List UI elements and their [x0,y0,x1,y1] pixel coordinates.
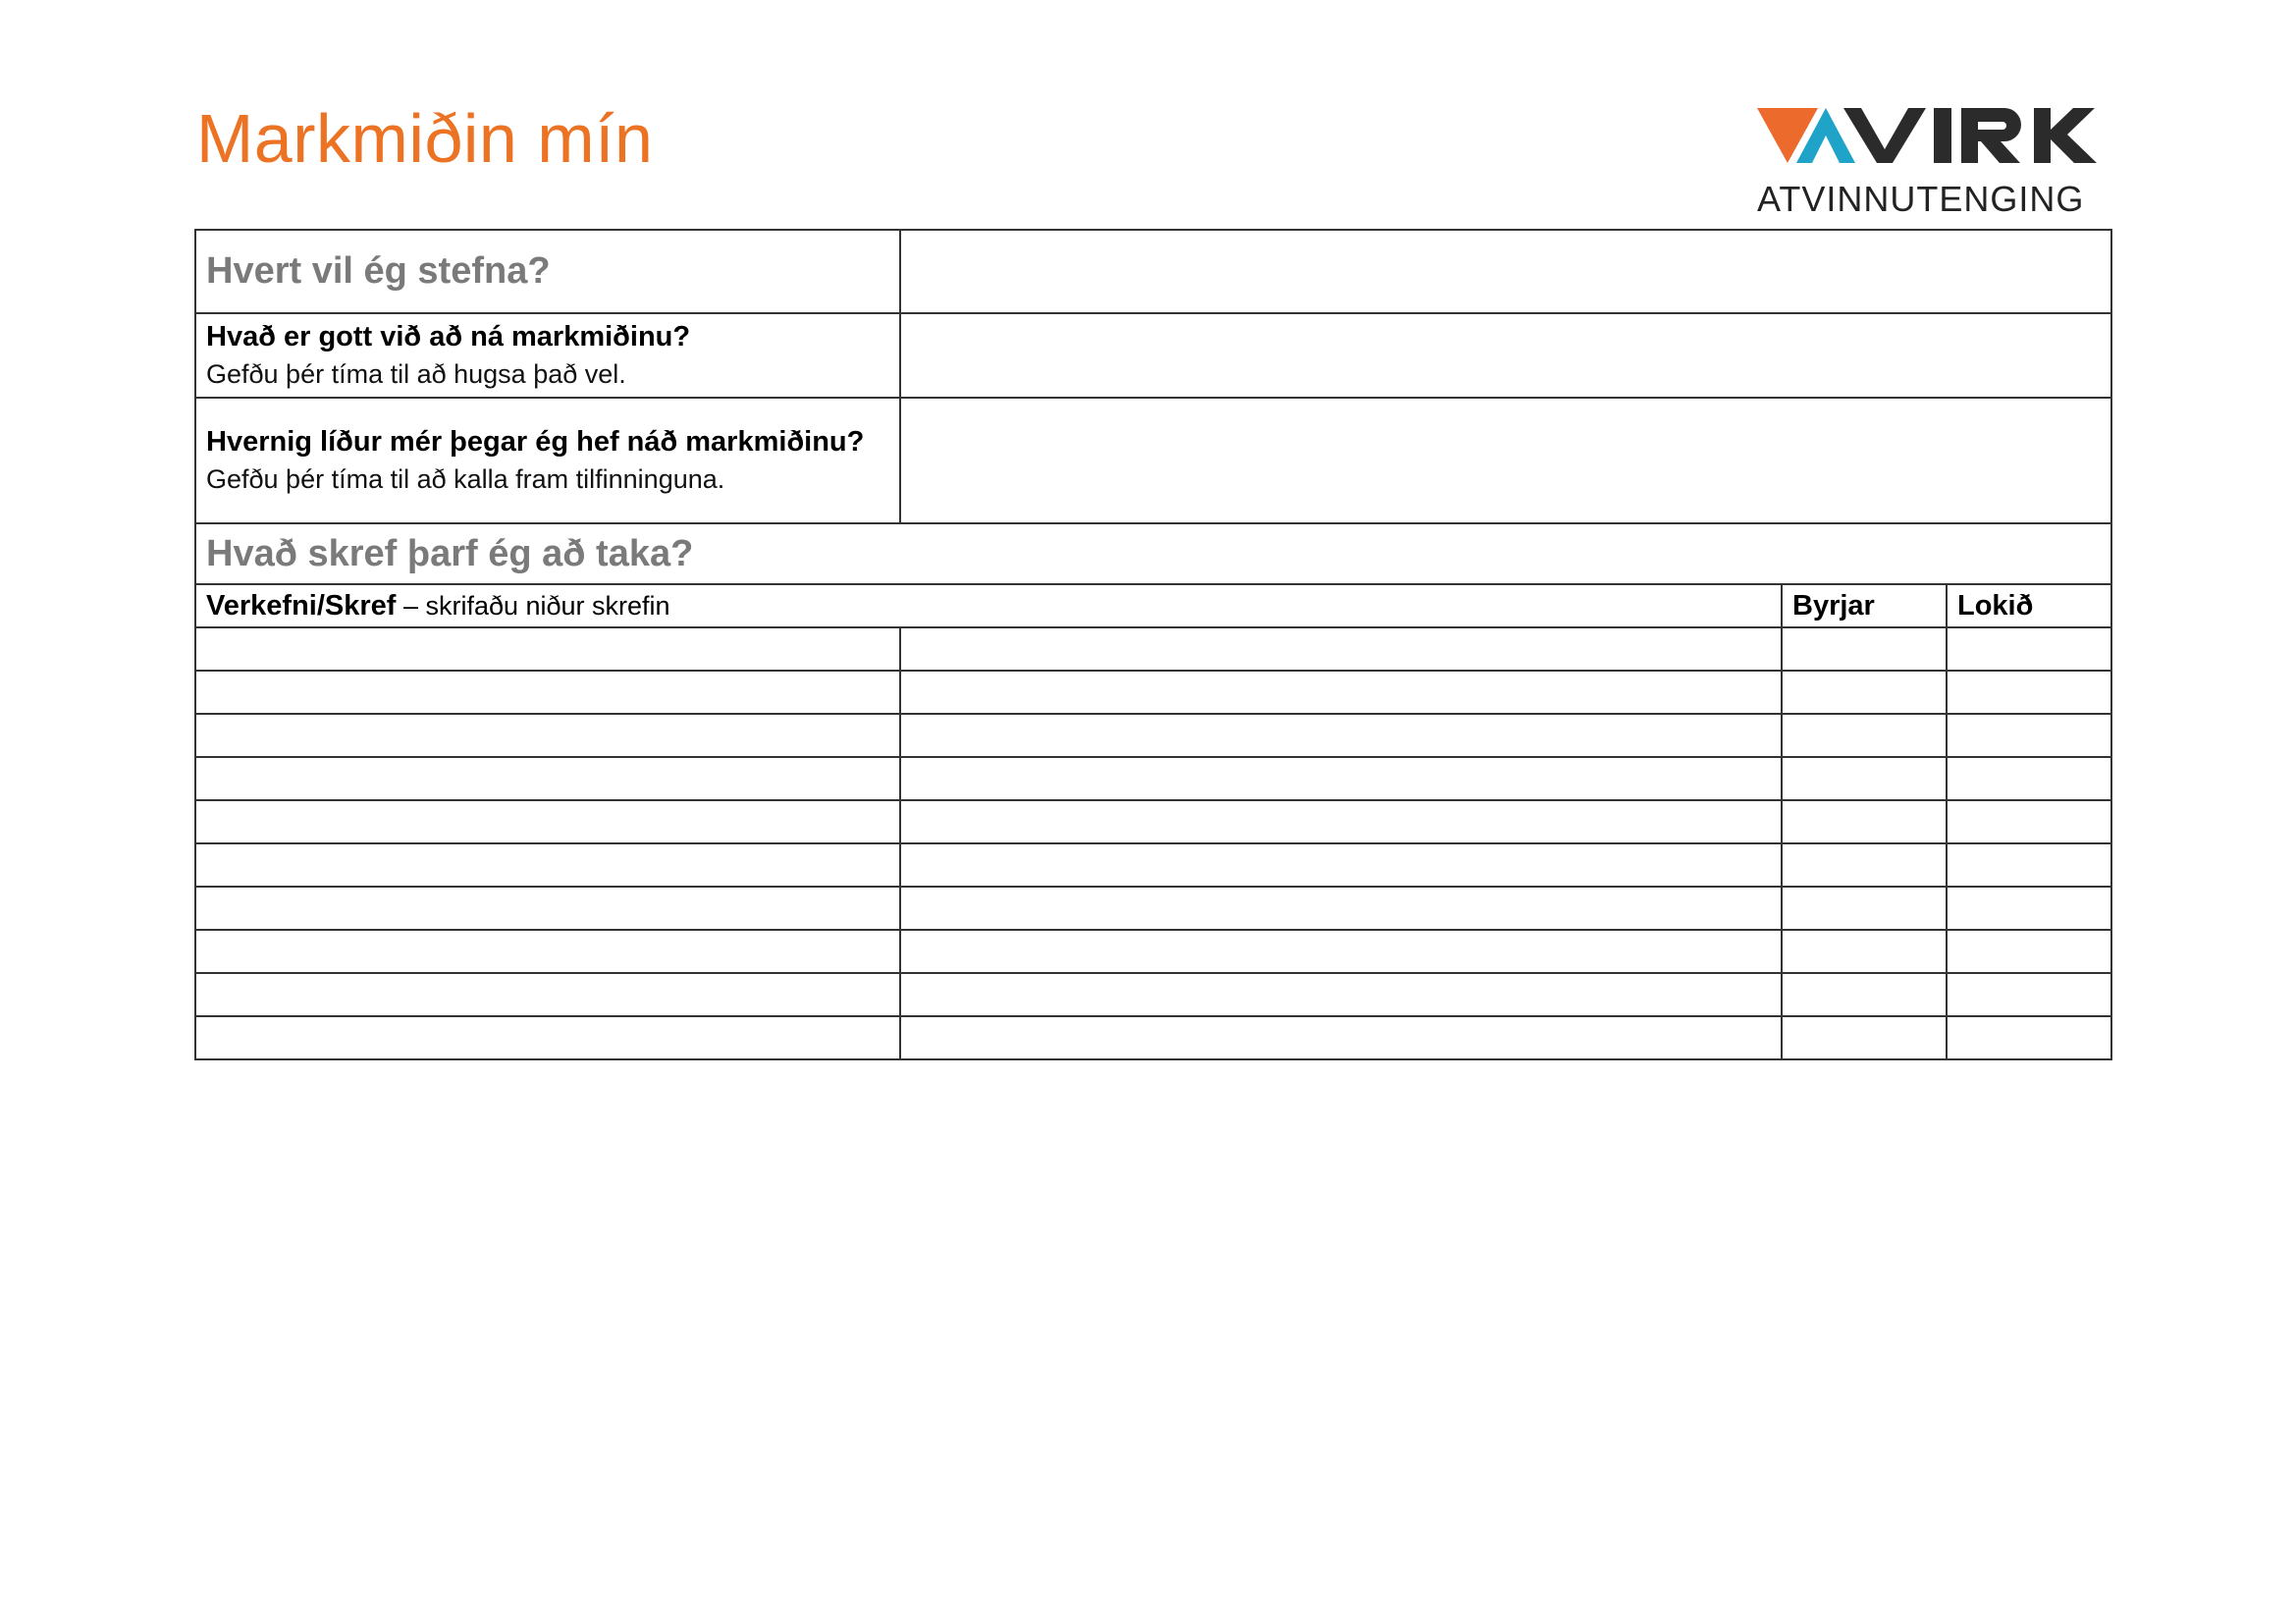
table-row [195,887,2111,930]
step-cell-b[interactable] [900,843,1782,887]
question-cell [195,398,900,523]
question-heading-direction: Hvert vil ég stefna? [206,250,551,292]
start-column-label: Byrjar [1792,589,1875,622]
step-done-cell[interactable] [1947,930,2111,973]
step-done-cell[interactable] [1947,757,2111,800]
step-cell-a[interactable] [195,757,900,800]
step-cell-a[interactable] [195,843,900,887]
table-row [195,973,2111,1016]
step-rows [195,627,2111,1059]
table-row [195,627,2111,671]
step-cell-a[interactable] [195,714,900,757]
step-done-cell[interactable] [1947,671,2111,714]
question-text-feeling: Hvernig líður mér þegar ég hef náð markmiðinu? [206,426,865,458]
virk-logo-mark-icon [1757,106,2103,169]
answer-cell-feeling[interactable] [900,398,2111,523]
step-start-cell[interactable] [1782,843,1947,887]
step-start-cell[interactable] [1782,973,1947,1016]
task-column-header [195,584,1782,627]
question-row-direction [195,230,2111,313]
step-cell-b[interactable] [900,887,1782,930]
logo-subtitle: ATVINNUTENGING [1757,179,2085,219]
step-cell-b[interactable] [900,930,1782,973]
step-start-cell[interactable] [1782,671,1947,714]
step-done-cell[interactable] [1947,843,2111,887]
virk-logo [1757,106,2110,218]
step-done-cell[interactable] [1947,800,2111,843]
step-cell-a[interactable] [195,930,900,973]
question-cell [195,230,900,313]
step-cell-b[interactable] [900,757,1782,800]
step-cell-a[interactable] [195,800,900,843]
steps-section-row [195,523,2111,584]
task-column-hint: – skrifaðu niður skrefin [396,590,670,621]
table-row [195,800,2111,843]
step-cell-a[interactable] [195,973,900,1016]
done-column-label: Lokið [1957,589,2034,622]
table-row [195,1016,2111,1059]
step-start-cell[interactable] [1782,627,1947,671]
step-cell-a[interactable] [195,887,900,930]
step-cell-a[interactable] [195,671,900,714]
start-column-header [1782,584,1947,627]
step-cell-b[interactable] [900,973,1782,1016]
step-start-cell[interactable] [1782,714,1947,757]
table-row [195,757,2111,800]
answer-cell-benefit[interactable] [900,313,2111,398]
table-row [195,930,2111,973]
page-title: Markmiðin mín [196,100,654,177]
step-done-cell[interactable] [1947,973,2111,1016]
table-row [195,843,2111,887]
step-done-cell[interactable] [1947,1016,2111,1059]
step-cell-b[interactable] [900,627,1782,671]
step-cell-a[interactable] [195,627,900,671]
steps-section-cell [195,523,2111,584]
done-column-header [1947,584,2111,627]
step-cell-b[interactable] [900,671,1782,714]
table-row [195,714,2111,757]
step-cell-a[interactable] [195,1016,900,1059]
steps-header-row [195,584,2111,627]
task-column-label: Verkefni/Skref [206,589,397,622]
question-row-benefit [195,313,2111,398]
answer-cell-direction[interactable] [900,230,2111,313]
step-done-cell[interactable] [1947,714,2111,757]
step-done-cell[interactable] [1947,887,2111,930]
question-cell [195,313,900,398]
question-hint-benefit: Gefðu þér tíma til að hugsa það vel. [206,359,626,389]
step-start-cell[interactable] [1782,887,1947,930]
step-start-cell[interactable] [1782,800,1947,843]
question-text-benefit: Hvað er gott við að ná markmiðinu? [206,321,691,352]
steps-heading: Hvað skref þarf ég að taka? [206,532,694,574]
goals-form-table [194,229,2112,1060]
question-hint-feeling: Gefðu þér tíma til að kalla fram tilfinninguna. [206,464,725,494]
question-row-feeling [195,398,2111,523]
step-start-cell[interactable] [1782,757,1947,800]
step-cell-b[interactable] [900,800,1782,843]
step-start-cell[interactable] [1782,930,1947,973]
step-start-cell[interactable] [1782,1016,1947,1059]
step-done-cell[interactable] [1947,627,2111,671]
table-row [195,671,2111,714]
step-cell-b[interactable] [900,1016,1782,1059]
step-cell-b[interactable] [900,714,1782,757]
